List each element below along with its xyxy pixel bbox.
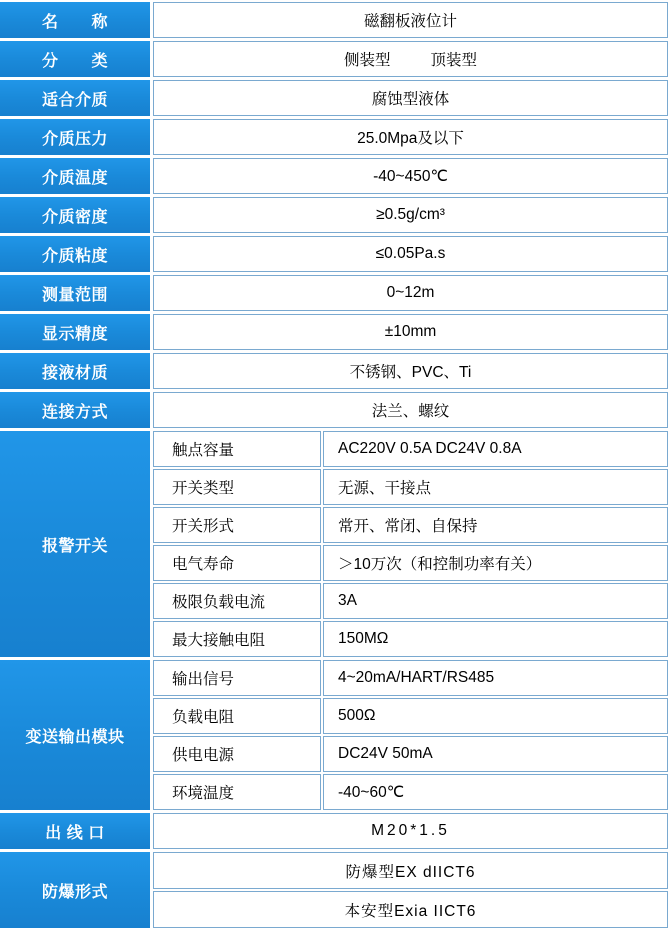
table-row <box>153 507 668 543</box>
spec-group-transmitter <box>0 660 668 810</box>
row-label-density: 介质密度 <box>0 197 150 233</box>
row-label-accuracy: 显示精度 <box>0 314 150 350</box>
spec-group-alarm-switch <box>0 431 668 657</box>
transmitter-value-load-resistance: 500Ω <box>323 698 668 734</box>
row-label-medium: 适合介质 <box>0 80 150 116</box>
group-label-transmitter: 变送输出模块 <box>0 660 150 810</box>
row-label-viscosity: 介质粘度 <box>0 236 150 272</box>
row-value-wetted-material: 不锈钢、PVC、Ti <box>153 353 668 389</box>
alarm-value-max-contact-resistance: 150MΩ <box>323 621 668 657</box>
spec-row-density <box>0 197 668 233</box>
row-value-medium: 腐蚀型液体 <box>153 80 668 116</box>
row-value-pressure: 25.0Mpa及以下 <box>153 119 668 155</box>
spec-row-temperature <box>0 158 668 194</box>
row-value-accuracy: ±10mm <box>153 314 668 350</box>
row-label-category: 分 类 <box>0 41 150 77</box>
alarm-key-max-contact-resistance: 最大接触电阻 <box>153 621 321 657</box>
row-label-pressure: 介质压力 <box>0 119 150 155</box>
transmitter-value-ambient-temperature: -40~60℃ <box>323 774 668 810</box>
alarm-value-switch-type: 无源、干接点 <box>323 469 668 505</box>
table-row <box>153 774 668 810</box>
row-value-range: 0~12m <box>153 275 668 311</box>
row-value-temperature: -40~450℃ <box>153 158 668 194</box>
row-value-category <box>153 41 668 77</box>
spec-row-category <box>0 41 668 77</box>
spec-row-outlet <box>0 813 668 849</box>
transmitter-key-ambient-temperature: 环境温度 <box>153 774 321 810</box>
table-row <box>153 431 668 467</box>
table-row <box>153 583 668 619</box>
category-option-top: 顶装型 <box>430 52 478 69</box>
alarm-value-max-load-current: 3A <box>323 583 668 619</box>
row-value-viscosity: ≤0.05Pa.s <box>153 236 668 272</box>
alarm-key-contact-capacity: 触点容量 <box>153 431 321 467</box>
row-label-outlet: 出 线 口 <box>0 813 150 849</box>
row-label-connection: 连接方式 <box>0 392 150 428</box>
row-label-temperature: 介质温度 <box>0 158 150 194</box>
spec-row-connection <box>0 392 668 428</box>
alarm-value-switch-form: 常开、常闭、自保持 <box>323 507 668 543</box>
explosion-proof-value-flameproof: 防爆型EX dIICT6 <box>153 852 668 889</box>
group-label-explosion-proof: 防爆形式 <box>0 852 150 928</box>
row-label-wetted-material: 接液材质 <box>0 353 150 389</box>
row-value-outlet: M20*1.5 <box>153 813 668 849</box>
alarm-key-switch-form: 开关形式 <box>153 507 321 543</box>
transmitter-value-power-supply: DC24V 50mA <box>323 736 668 772</box>
spec-row-range <box>0 275 668 311</box>
table-row <box>153 736 668 772</box>
table-row <box>153 621 668 657</box>
row-label-range: 测量范围 <box>0 275 150 311</box>
transmitter-key-output-signal: 输出信号 <box>153 660 321 696</box>
explosion-proof-items <box>153 852 668 928</box>
spec-row-wetted-material <box>0 353 668 389</box>
alarm-value-electrical-life: ＞10万次（和控制功率有关） <box>323 545 668 581</box>
group-label-alarm-switch: 报警开关 <box>0 431 150 657</box>
row-value-density: ≥0.5g/cm³ <box>153 197 668 233</box>
transmitter-value-output-signal: 4~20mA/HART/RS485 <box>323 660 668 696</box>
spec-group-explosion-proof <box>0 852 668 928</box>
alarm-key-max-load-current: 极限负载电流 <box>153 583 321 619</box>
row-value-connection: 法兰、螺纹 <box>153 392 668 428</box>
transmitter-key-power-supply: 供电电源 <box>153 736 321 772</box>
alarm-key-electrical-life: 电气寿命 <box>153 545 321 581</box>
table-row <box>153 660 668 696</box>
explosion-proof-value-intrinsic-safe: 本安型Exia IICT6 <box>153 891 668 928</box>
category-option-side: 侧装型 <box>343 52 391 69</box>
spec-row-pressure <box>0 119 668 155</box>
transmitter-key-load-resistance: 负载电阻 <box>153 698 321 734</box>
table-row <box>153 852 668 889</box>
alarm-value-contact-capacity: AC220V 0.5A DC24V 0.8A <box>323 431 668 467</box>
row-value-name: 磁翻板液位计 <box>153 2 668 38</box>
spec-row-accuracy <box>0 314 668 350</box>
row-label-name: 名 称 <box>0 2 150 38</box>
spec-row-medium <box>0 80 668 116</box>
alarm-switch-items <box>153 431 668 657</box>
spec-row-name <box>0 2 668 38</box>
table-row <box>153 469 668 505</box>
transmitter-items <box>153 660 668 810</box>
table-row <box>153 891 668 928</box>
table-row <box>153 545 668 581</box>
table-row <box>153 698 668 734</box>
alarm-key-switch-type: 开关类型 <box>153 469 321 505</box>
spec-row-viscosity <box>0 236 668 272</box>
